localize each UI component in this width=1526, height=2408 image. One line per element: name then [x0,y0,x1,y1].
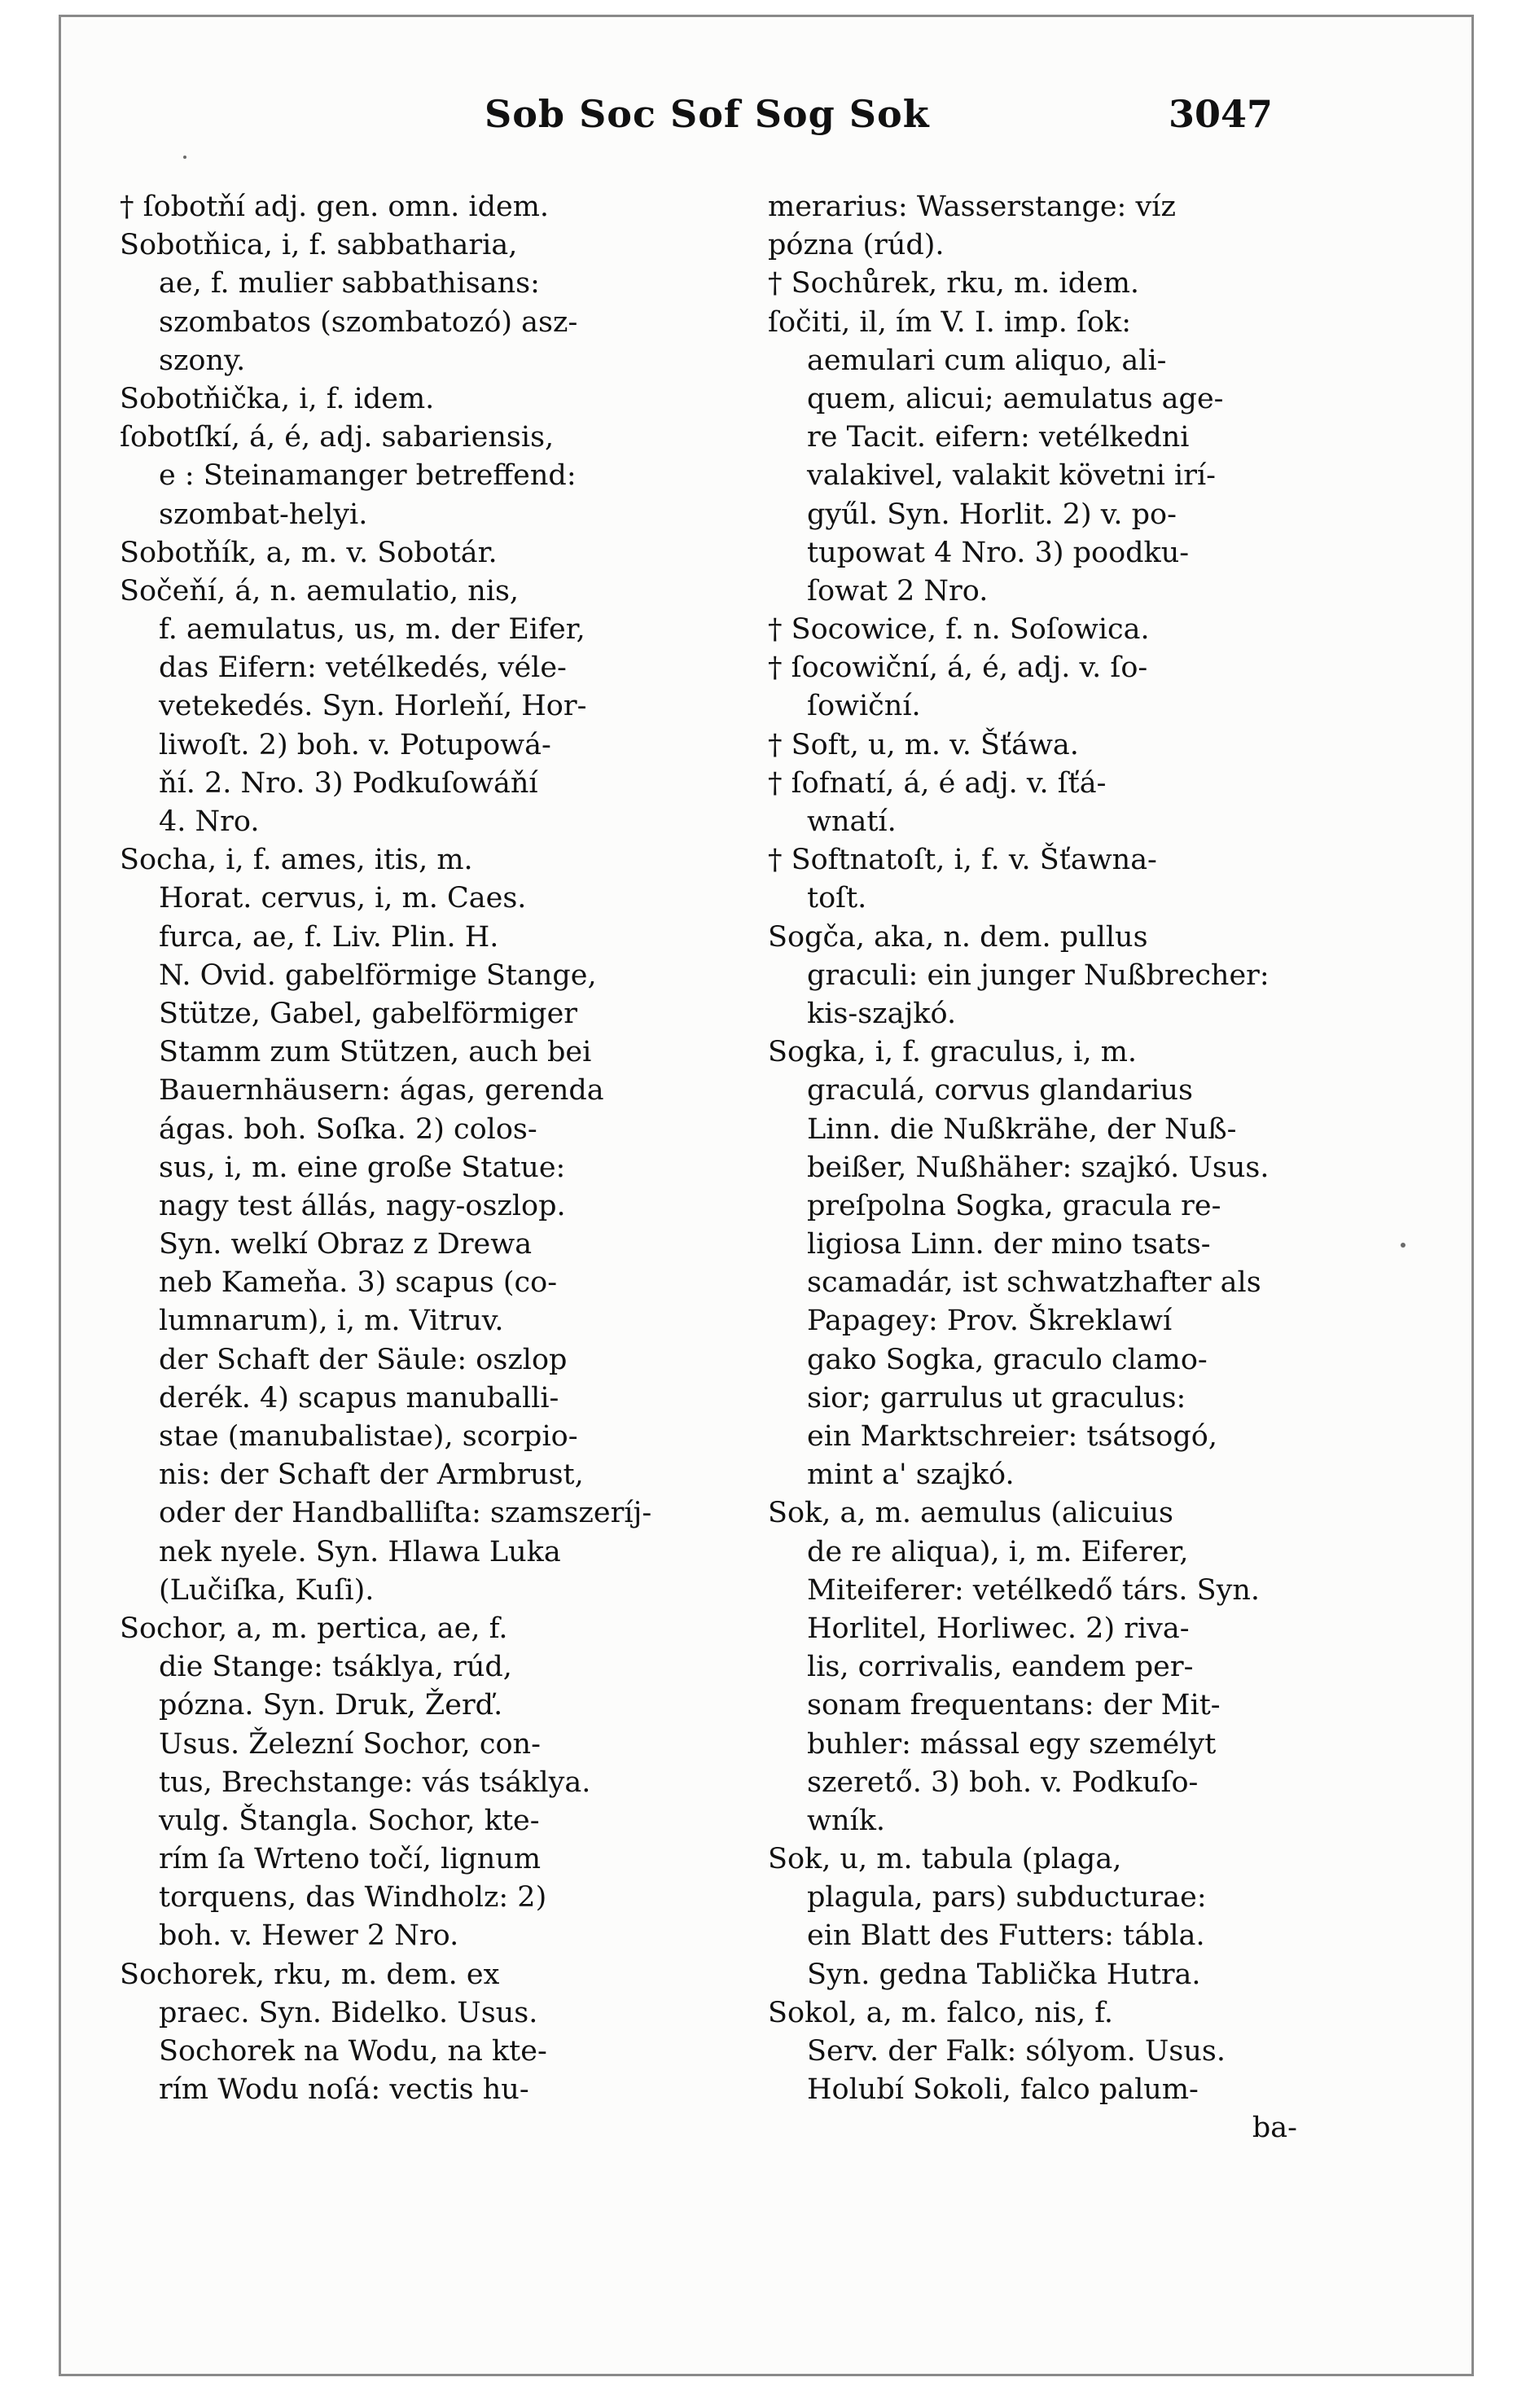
entry-line: derék. 4) scapus manuballi- [159,1381,559,1415]
entry-line: † Softnatoſt, i, f. v. Šťawna- [768,844,1157,877]
entry-line: boh. v. Hewer 2 Nro. [159,1919,459,1953]
running-head: Sob Soc Sof Sog Sok [485,92,930,136]
entry-line: Stamm zum Stützen, auch bei [159,1036,592,1069]
entry-line: tus, Brechstange: vás tsáklya. [159,1765,591,1799]
entry-line: Holubí Sokoli, falco palum- [807,2073,1199,2107]
entry-line: mint a' szajkó. [807,1458,1015,1492]
entry-line: Sočeňí, á, n. aemulatio, nis, [120,574,520,607]
entry-line: Sogča, aka, n. dem. pullus [768,920,1148,954]
entry-line: † Socowice, f. n. Soſowica. [768,613,1150,647]
entry-line: Sochorek, rku, m. dem. ex [120,1958,500,1991]
entry-line: quem, alicui; aemulatus age- [807,382,1224,415]
entry-line: buhler: mással egy személyt [807,1727,1217,1761]
entry-line: 4. Nro. [159,805,260,838]
entry-line: die Stange: tsáklya, rúd, [159,1651,512,1684]
entry-line: Sochor, a, m. pertica, ae, f. [120,1612,508,1645]
entry-line: ba- [1252,2112,1297,2145]
entry-line: ſobotſkí, á, é, adj. sabariensis, [120,421,555,454]
entry-line: plagula, pars) subducturae: [807,1881,1207,1915]
entry-line: (Lučiſka, Kuſi). [159,1573,375,1607]
entry-line: e : Steinamanger betreffend: [159,459,577,493]
entry-line: † ſobotňí adj. gen. omn. idem. [120,191,550,223]
entry-line: † Sochůrek, rku, m. idem. [768,267,1140,300]
entry-line: das Eifern: vetélkedés, véle- [159,651,567,685]
entry-line: Sogka, i, f. graculus, i, m. [768,1036,1138,1069]
entry-line: † ſocowiční, á, é, adj. v. ſo- [768,651,1148,685]
entry-line: † ſofnatí, á, é adj. v. ſťá- [768,766,1107,800]
entry-line: praec. Syn. Bidelko. Usus. [159,1996,538,2029]
entry-line: lumnarum), i, m. Vitruv. [159,1305,504,1338]
entry-line: nis: der Schaft der Armbrust, [159,1458,584,1492]
entry-line: Usus. Železní Sochor, con- [159,1727,541,1761]
entry-line: lis, corrivalis, eandem per- [807,1651,1194,1684]
entry-line: gyűl. Syn. Horlit. 2) v. po- [807,498,1177,531]
entry-line: Horat. cervus, i, m. Caes. [159,882,527,915]
page-header [61,92,1471,149]
entry-line: wník. [807,1804,886,1837]
entry-line: liwoſt. 2) boh. v. Potupowá- [159,728,551,761]
entry-line: stae (manubalistae), scorpio- [159,1420,578,1453]
entry-line: sus, i, m. eine große Statue: [159,1151,566,1184]
entry-line: pózna (rúd). [768,229,945,262]
entry-line: der Schaft der Säule: oszlop [159,1343,568,1376]
entry-line: sonam frequentans: der Mit- [807,1689,1221,1722]
dictionary-page [59,15,1474,2376]
entry-line: Serv. der Falk: sólyom. Usus. [807,2035,1226,2068]
entry-line: Sokol, a, m. falco, nis, f. [768,1996,1114,2029]
entry-line: Miteiferer: vetélkedő társ. Syn. [807,1573,1261,1607]
entry-line: ſowat 2 Nro. [807,574,989,607]
entry-line: Syn. welkí Obraz z Drewa [159,1228,533,1261]
entry-line: oder der Handballiſta: szamszeríj- [159,1497,652,1530]
entry-line: ágas. boh. Soſka. 2) colos- [159,1112,537,1146]
entry-line: Syn. gedna Tablička Hutra. [807,1958,1201,1991]
entry-line: szerető. 3) boh. v. Podkuſo- [807,1765,1199,1799]
entry-line: f. aemulatus, us, m. der Eifer, [159,613,585,647]
entry-line: ſočiti, il, ím V. I. imp. ſok: [768,305,1132,339]
entry-line: Socha, i, f. ames, itis, m. [120,844,473,877]
left-column [120,188,714,2109]
entry-line: Sobotňík, a, m. v. Sobotár. [120,536,498,569]
entry-line: furca, ae, f. Liv. Plin. H. [159,920,499,954]
entry-line: szombat-helyi. [159,498,368,531]
entry-line: kis-szajkó. [807,997,957,1030]
entry-line: toſt. [807,882,867,915]
entry-line: nagy test állás, nagy-oszlop. [159,1189,566,1222]
entry-line: ae, f. mulier sabbathisans: [159,267,540,300]
entry-line: szombatos (szombatozó) asz- [159,305,578,339]
entry-line: pózna. Syn. Druk, Žerď. [159,1689,503,1722]
right-column [768,188,1362,2148]
entry-line: torquens, das Windholz: 2) [159,1881,547,1915]
entry-line: re Tacit. eifern: vetélkedni [807,421,1190,454]
entry-line: vulg. Štangla. Sochor, kte- [159,1804,540,1837]
entry-line: graculi: ein junger Nußbrecher: [807,958,1269,992]
entry-line: beißer, Nußhäher: szajkó. Usus. [807,1151,1269,1184]
entry-line: graculá, corvus glandarius [807,1074,1193,1108]
entry-line: sior; garrulus ut graculus: [807,1381,1186,1415]
entry-line: nek nyele. Syn. Hlawa Luka [159,1535,561,1568]
ink-speck [183,156,186,159]
entry-line: rím Wodu noſá: vectis hu- [159,2073,529,2107]
entry-line: aemulari cum aliquo, ali- [807,344,1167,377]
entry-line: neb Kameňa. 3) scapus (co- [159,1266,558,1300]
page-number: 3047 [1169,92,1274,136]
entry-line: N. Ovid. gabelförmige Stange, [159,958,597,992]
entry-line: vetekedés. Syn. Horleňí, Hor- [159,690,587,723]
entry-line: ein Marktschreier: tsátsogó, [807,1420,1217,1453]
entry-line: wnatí. [807,805,897,838]
entry-line: Sok, u, m. tabula (plaga, [768,1843,1122,1876]
entry-line: † Soft, u, m. v. Šťáwa. [768,728,1079,761]
entry-line: preſpolna Sogka, gracula re- [807,1189,1221,1222]
entry-line: szony. [159,344,246,377]
entry-line: ein Blatt des Futters: tábla. [807,1919,1205,1953]
ink-speck [1401,1243,1405,1248]
entry-line: gako Sogka, graculo clamo- [807,1343,1208,1376]
entry-line: Linn. die Nußkrähe, der Nuß- [807,1112,1237,1146]
entry-line: scamadár, ist schwatzhafter als [807,1266,1261,1300]
entry-line: merarius: Wasserstange: víz [768,191,1176,223]
entry-line: Papagey: Prov. Škreklawí [807,1305,1173,1338]
entry-line: ligiosa Linn. der mino tsats- [807,1228,1211,1261]
entry-line: Horlitel, Horliwec. 2) riva- [807,1612,1190,1645]
entry-line: ňí. 2. Nro. 3) Podkuſowáňí [159,766,538,800]
entry-line: de re aliqua), i, m. Eiferer, [807,1535,1189,1568]
entry-line: tupowat 4 Nro. 3) poodku- [807,536,1190,569]
entry-line: Stütze, Gabel, gabelförmiger [159,997,578,1030]
entry-line: Sok, a, m. aemulus (alicuius [768,1497,1173,1530]
entry-line: Bauernhäusern: ágas, gerenda [159,1074,604,1108]
entry-line: Sobotňička, i, f. idem. [120,382,435,415]
entry-line: ſowiční. [807,690,921,723]
entry-line: Sochorek na Wodu, na kte- [159,2035,547,2068]
entry-line: Sobotňica, i, f. sabbatharia, [120,229,518,262]
entry-line: valakivel, valakit követni irí- [807,459,1216,493]
entry-line: rím ſa Wrteno točí, lignum [159,1843,542,1876]
